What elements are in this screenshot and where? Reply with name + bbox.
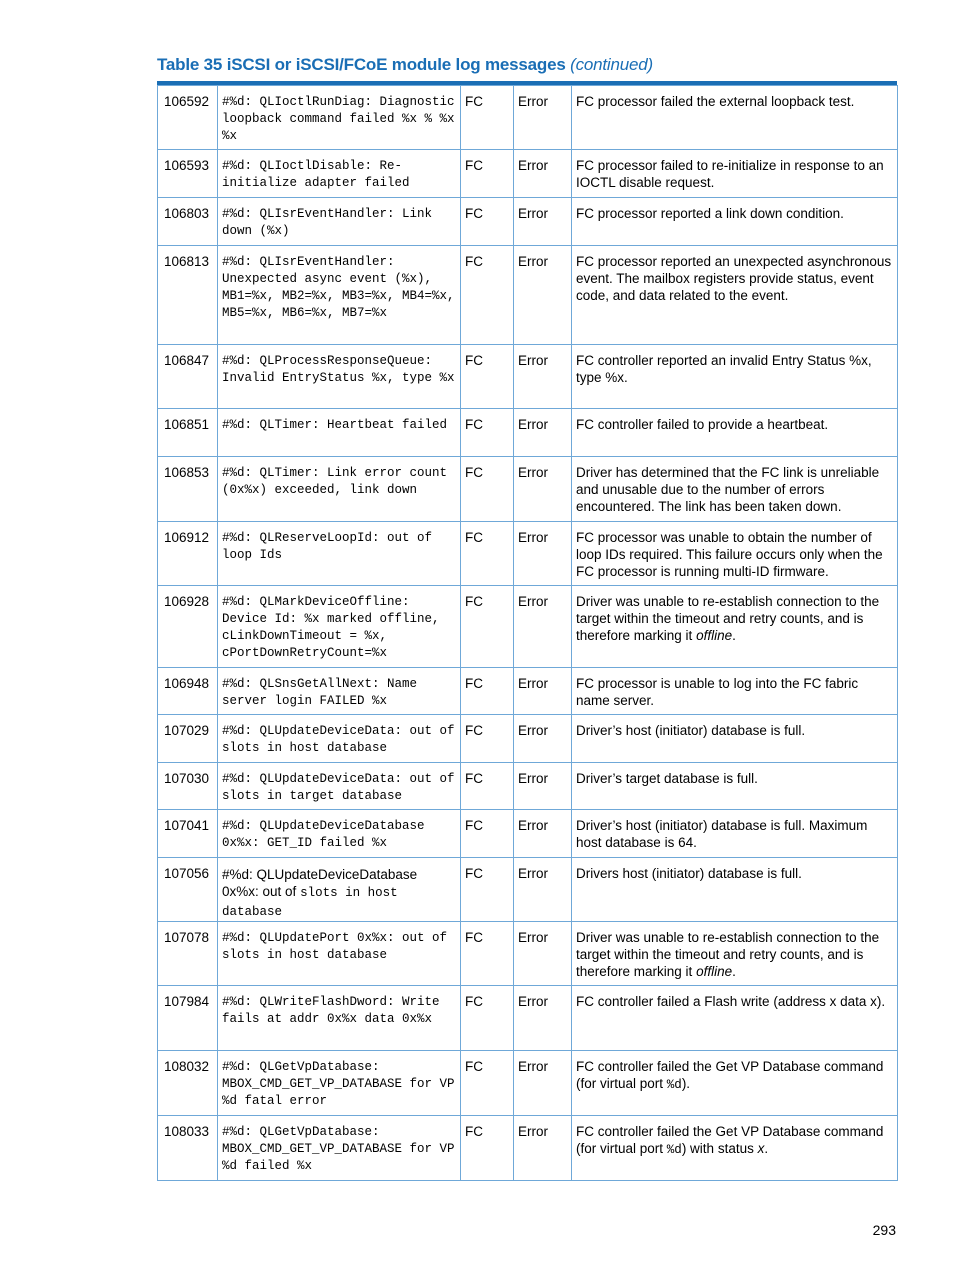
level: Error	[514, 457, 572, 522]
level: Error	[514, 668, 572, 715]
level: Error	[514, 922, 572, 986]
table-row	[158, 1051, 898, 1116]
table-row	[158, 922, 898, 986]
table-row	[158, 246, 898, 345]
module: FC	[461, 246, 514, 345]
module: FC	[461, 457, 514, 522]
message-text: #%d: QLTimer: Heartbeat failed	[218, 409, 461, 457]
description: Driver’s host (initiator) database is full.	[572, 715, 898, 763]
message-id: 107030	[158, 763, 218, 810]
message-text: #%d: QLUpdateDeviceData: out of slots in target database	[218, 763, 461, 810]
message-id: 106847	[158, 345, 218, 409]
message-id: 107056	[158, 858, 218, 922]
description: FC processor failed the external loopback test.	[572, 86, 898, 150]
table-row	[158, 986, 898, 1051]
table-title: Table 35 iSCSI or iSCSI/FCoE module log messages	[157, 55, 566, 74]
description-mono: %d	[666, 1078, 682, 1092]
table-row	[158, 763, 898, 810]
module: FC	[461, 409, 514, 457]
description-end: .	[732, 628, 736, 643]
module: FC	[461, 586, 514, 668]
message-text	[218, 858, 461, 922]
description: FC processor failed to re-initialize in response to an IOCTL disable request.	[572, 150, 898, 198]
description-end: .	[732, 964, 736, 979]
message-id: 106912	[158, 522, 218, 586]
message-id: 106593	[158, 150, 218, 198]
module: FC	[461, 810, 514, 858]
table-row	[158, 522, 898, 586]
level: Error	[514, 986, 572, 1051]
table-row	[158, 150, 898, 198]
table-row	[158, 198, 898, 246]
level: Error	[514, 763, 572, 810]
description-italic: offline	[696, 964, 733, 979]
level: Error	[514, 246, 572, 345]
table-row	[158, 586, 898, 668]
description-mid: ) with status	[681, 1141, 754, 1156]
message-text: #%d: QLIoctlRunDiag: Diagnostic loopback command failed %x % %x %x	[218, 86, 461, 150]
description: FC controller failed to provide a heartbeat.	[572, 409, 898, 457]
table-row	[158, 409, 898, 457]
description	[572, 1116, 898, 1181]
message-text: #%d: QLUpdateDeviceDatabase 0x%x: GET_ID failed %x	[218, 810, 461, 858]
description: Driver has determined that the FC link is unreliable and unusable due to the number of errors encountered. The link has been taken down.	[572, 457, 898, 522]
table-row	[158, 668, 898, 715]
description: FC controller failed a Flash write (address x data x).	[572, 986, 898, 1051]
description-end: .	[764, 1141, 769, 1156]
message-text: #%d: QLProcessResponseQueue: Invalid EntryStatus %x, type %x	[218, 345, 461, 409]
table-row	[158, 457, 898, 522]
description	[572, 586, 898, 668]
description	[572, 1051, 898, 1116]
message-text: #%d: QLMarkDeviceOffline: Device Id: %x marked offline, cLinkDownTimeout = %x, cPortDownRetryCount=%x	[218, 586, 461, 668]
level: Error	[514, 715, 572, 763]
message-id: 106948	[158, 668, 218, 715]
level: Error	[514, 858, 572, 922]
description: FC controller reported an invalid Entry Status %x, type %x.	[572, 345, 898, 409]
module: FC	[461, 345, 514, 409]
description-end: ).	[681, 1076, 691, 1091]
table-row	[158, 345, 898, 409]
description-text: Driver was unable to re-establish connection to the target within the timeout and retry counts, and is therefore marking it	[576, 594, 880, 643]
message-id: 107984	[158, 986, 218, 1051]
message-id: 107078	[158, 922, 218, 986]
module: FC	[461, 522, 514, 586]
level: Error	[514, 586, 572, 668]
module: FC	[461, 150, 514, 198]
message-text-mono: slots in host database	[222, 886, 398, 919]
message-id: 106928	[158, 586, 218, 668]
module: FC	[461, 1116, 514, 1181]
level: Error	[514, 810, 572, 858]
description-text: Driver was unable to re-establish connection to the target within the timeout and retry counts, and is therefore marking it	[576, 930, 880, 979]
message-text: #%d: QLGetVpDatabase: MBOX_CMD_GET_VP_DATABASE for VP %d failed %x	[218, 1116, 461, 1181]
module: FC	[461, 922, 514, 986]
message-text: #%d: QLReserveLoopId: out of loop Ids	[218, 522, 461, 586]
table-continued: (continued)	[570, 55, 653, 74]
message-text-prop: #%d: QLUpdateDeviceDatabase 0x%x: out of	[222, 867, 418, 899]
module: FC	[461, 668, 514, 715]
description: FC processor was unable to obtain the number of loop IDs required. This failure occurs only when the FC processor is running multi-ID firmware.	[572, 522, 898, 586]
description: FC processor reported an unexpected asynchronous event. The mailbox registers provide status, event code, and data related to the event.	[572, 246, 898, 345]
message-id: 106853	[158, 457, 218, 522]
level: Error	[514, 1116, 572, 1181]
module: FC	[461, 763, 514, 810]
description	[572, 922, 898, 986]
module: FC	[461, 858, 514, 922]
message-id: 106803	[158, 198, 218, 246]
message-text: #%d: QLSnsGetAllNext: Name server login FAILED %x	[218, 668, 461, 715]
table-row	[158, 858, 898, 922]
level: Error	[514, 522, 572, 586]
table-row	[158, 86, 898, 150]
description: Driver’s host (initiator) database is full. Maximum host database is 64.	[572, 810, 898, 858]
description-italic: x	[757, 1141, 765, 1156]
table-caption	[157, 55, 897, 75]
module: FC	[461, 86, 514, 150]
message-id: 106851	[158, 409, 218, 457]
description-italic: offline	[696, 628, 733, 643]
level: Error	[514, 150, 572, 198]
page-number: 293	[872, 1222, 896, 1238]
description: FC processor is unable to log into the FC fabric name server.	[572, 668, 898, 715]
message-id: 106813	[158, 246, 218, 345]
level: Error	[514, 409, 572, 457]
message-text: #%d: QLIoctlDisable: Re-initialize adapter failed	[218, 150, 461, 198]
description-mono: %d	[666, 1143, 682, 1157]
description: Driver’s target database is full.	[572, 763, 898, 810]
module: FC	[461, 986, 514, 1051]
description: FC processor reported a link down condition.	[572, 198, 898, 246]
level: Error	[514, 198, 572, 246]
message-id: 108033	[158, 1116, 218, 1181]
description-text: FC controller failed the Get VP Database command (for virtual port	[576, 1059, 884, 1091]
log-messages-table	[157, 85, 898, 1181]
table-row	[158, 1116, 898, 1181]
message-id: 107041	[158, 810, 218, 858]
module: FC	[461, 715, 514, 763]
message-text: #%d: QLIsrEventHandler: Link down (%x)	[218, 198, 461, 246]
message-text: #%d: QLUpdateDeviceData: out of slots in host database	[218, 715, 461, 763]
message-id: 106592	[158, 86, 218, 150]
module: FC	[461, 198, 514, 246]
table-row	[158, 810, 898, 858]
level: Error	[514, 1051, 572, 1116]
description: Drivers host (initiator) database is full.	[572, 858, 898, 922]
level: Error	[514, 345, 572, 409]
message-id: 107029	[158, 715, 218, 763]
table-row	[158, 715, 898, 763]
message-text: #%d: QLWriteFlashDword: Write fails at addr 0x%x data 0x%x	[218, 986, 461, 1051]
message-text: #%d: QLGetVpDatabase: MBOX_CMD_GET_VP_DATABASE for VP %d fatal error	[218, 1051, 461, 1116]
message-text: #%d: QLUpdatePort 0x%x: out of slots in host database	[218, 922, 461, 986]
level: Error	[514, 86, 572, 150]
message-id: 108032	[158, 1051, 218, 1116]
description-text: FC controller failed the Get VP Database command (for virtual port	[576, 1124, 884, 1156]
module: FC	[461, 1051, 514, 1116]
message-text: #%d: QLTimer: Link error count (0x%x) exceeded, link down	[218, 457, 461, 522]
message-text: #%d: QLIsrEventHandler: Unexpected async event (%x), MB1=%x, MB2=%x, MB3=%x, MB4=%x, MB5=%x, MB6=%x, MB7=%x	[218, 246, 461, 345]
